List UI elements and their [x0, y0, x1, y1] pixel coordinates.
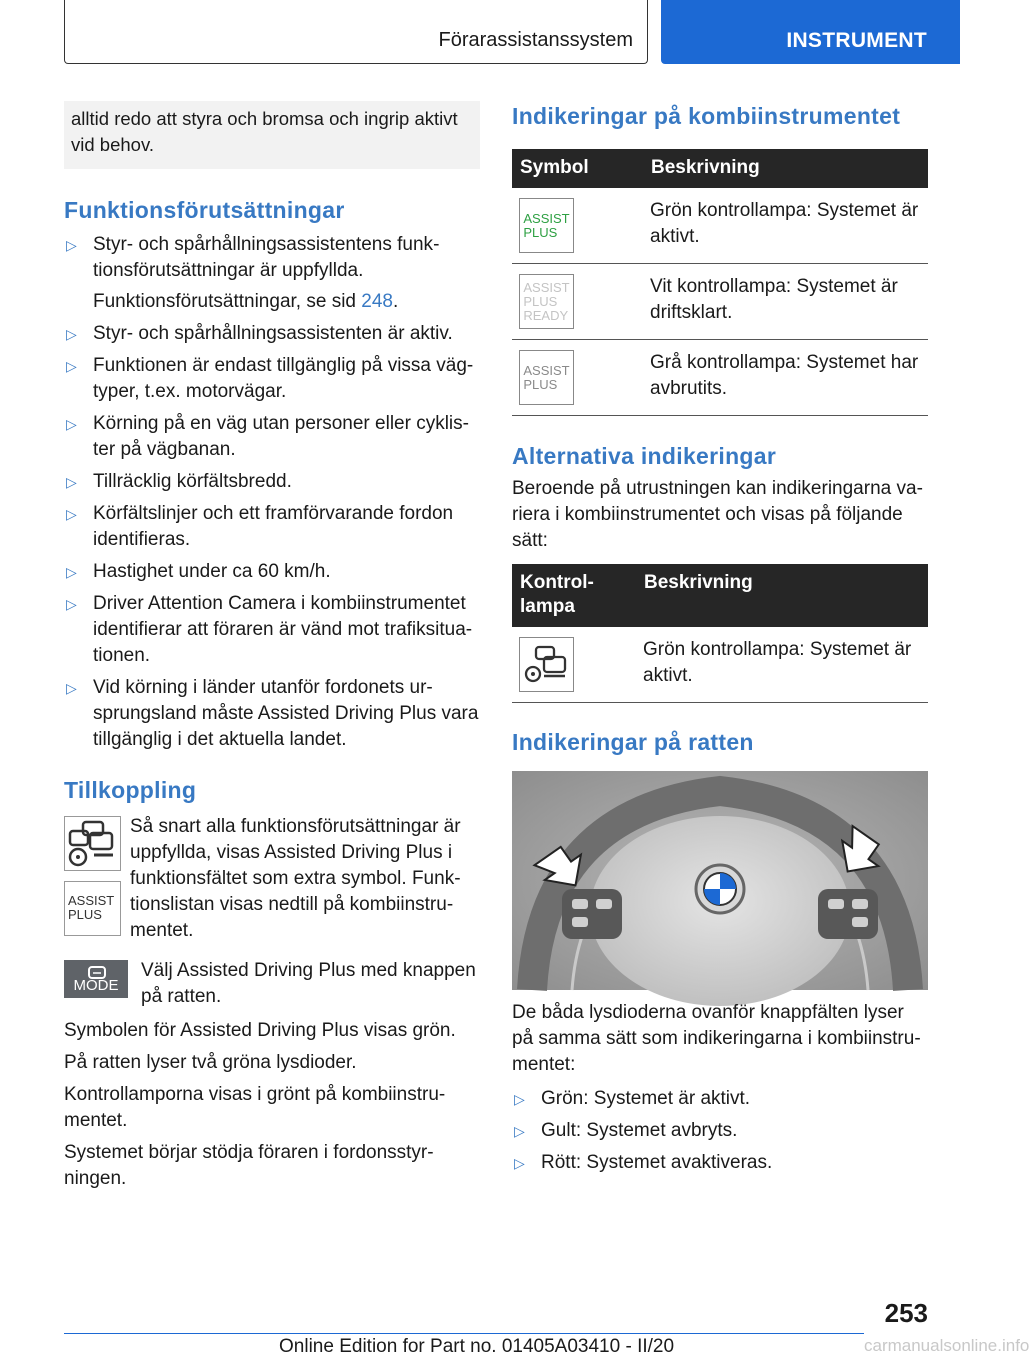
assist-plus-grey-icon [519, 350, 574, 405]
page-link[interactable]: 248 [361, 291, 393, 312]
sym-line: PLUS [523, 376, 558, 392]
list-item-text: Grön: Systemet är aktivt. [541, 1088, 751, 1109]
symbol-cell [512, 188, 643, 264]
list-item-text: Styr- och spårhållningsassistenten är aktiv. [93, 323, 453, 344]
col-lamp-header: Kontrollampa [512, 564, 636, 627]
assist-plus-label-1: ASSIST [68, 893, 115, 908]
triangle-bullet-icon: ▷ [514, 1123, 525, 1139]
cluster-table [512, 149, 928, 416]
list-item [64, 591, 480, 669]
activation-block [64, 814, 480, 946]
running-header-section [661, 0, 960, 64]
paragraph: Kontrollamporna visas i grönt på kombiinstrumentet. [64, 1084, 446, 1131]
list-item-text: Funktionen är endast tillgänglig på vissa vägtyper, t.ex. motorvägar. [93, 355, 474, 402]
table-row [512, 340, 928, 416]
table-row [512, 188, 928, 264]
page-number: 253 [884, 1298, 928, 1328]
sym-line: PLUS [523, 293, 558, 309]
symbol-cell [512, 264, 643, 340]
list-item-text: Gult: Systemet avbryts. [541, 1120, 738, 1141]
desc-cell: Vit kontrollampa: Systemet är driftsklart. [643, 264, 928, 340]
triangle-bullet-icon: ▷ [66, 506, 77, 522]
assist-plus-ready-icon [519, 274, 574, 329]
triangle-bullet-icon: ▷ [66, 564, 77, 580]
traffic-jam-green-icon [519, 637, 574, 692]
list-item-text: Vid körning i länder utanför fordonets ursprungsland måste Assisted Driving Plus vara tillgänglig i det aktuella landet. [93, 677, 479, 750]
list-item [64, 501, 480, 553]
sym-line: READY [523, 307, 569, 323]
list-item [64, 559, 480, 585]
desc-cell: Grön kontrollampa: Systemet är aktivt. [643, 188, 928, 264]
col-desc-header: Beskrivning [643, 149, 928, 188]
desc-cell: Grå kontrollampa: Systemet har avbrutits. [643, 340, 928, 416]
right-column [512, 101, 928, 1182]
list-item [512, 1150, 928, 1176]
table-header-row [512, 149, 928, 188]
triangle-bullet-icon: ▷ [66, 358, 77, 374]
table-row [512, 264, 928, 340]
list-item [512, 1118, 928, 1144]
left-column [64, 101, 480, 1192]
triangle-bullet-icon: ▷ [514, 1091, 525, 1107]
edition-text: Online Edition for Part no. 01405A03410 - II/20 [279, 1336, 675, 1357]
steering-wheel-photo [512, 771, 928, 990]
list-item-text: Hastighet under ca 60 km/h. [93, 561, 331, 582]
triangle-bullet-icon: ▷ [66, 474, 77, 490]
note-box [64, 101, 480, 169]
alt-table [512, 564, 928, 703]
list-item-text: Rött: Systemet avaktiveras. [541, 1152, 773, 1173]
table-header-row [512, 564, 928, 627]
desc-cell: Grön kontrollampa: Systemet är aktivt. [636, 627, 928, 703]
triangle-bullet-icon: ▷ [66, 680, 77, 696]
symbol-cell [512, 627, 636, 703]
prereq-list-cont [64, 321, 480, 753]
list-item [64, 469, 480, 495]
assist-plus-icon [64, 881, 121, 936]
list-item-text: Körfältslinjer och ett framförvarande fordon identifieras. [93, 503, 454, 550]
mode-block [64, 958, 480, 1012]
activation-heading: Tillkoppling [64, 777, 197, 803]
sym-line: ASSIST [523, 362, 570, 378]
triangle-bullet-icon: ▷ [66, 596, 77, 612]
list-item [512, 1086, 928, 1112]
wheel-heading: Indikeringar på ratten [512, 729, 754, 755]
cluster-heading: Indikeringar på kombiinstrumentet [512, 103, 901, 129]
wheel-text: De båda lysdioderna ovanför knappfälten lyser på samma sätt som indikeringarna i kombiinstrumentet: [512, 1002, 921, 1075]
prereq-sub-paragraph [64, 289, 480, 315]
table-row [512, 627, 928, 703]
triangle-bullet-icon: ▷ [66, 237, 77, 253]
running-header-chapter [64, 0, 648, 64]
triangle-bullet-icon: ▷ [514, 1155, 525, 1171]
note-text: alltid redo att styra och bromsa och ingrip aktivt vid behov. [71, 108, 458, 155]
symbol-cell [512, 340, 643, 416]
prereq-heading: Funktionsförutsättningar [64, 197, 345, 223]
list-item [64, 321, 480, 347]
list-item-text: Körning på en väg utan personer eller cyklister på vägbanan. [93, 413, 469, 460]
list-item [64, 675, 480, 753]
list-item [64, 411, 480, 463]
list-item [64, 232, 480, 284]
prereq-sub-prefix: Funktionsförutsättningar, se sid [93, 291, 362, 312]
list-item [64, 353, 480, 405]
assist-plus-green-icon [519, 198, 574, 253]
wheel-list [512, 1086, 928, 1176]
sym-line: PLUS [523, 224, 558, 240]
paragraph: Symbolen för Assisted Driving Plus visas grön. [64, 1020, 456, 1041]
sym-line: ASSIST [523, 279, 570, 295]
alt-text: Beroende på utrustningen kan indikeringarna variera i kombiinstrumentet och visas på följande sätt: [512, 478, 923, 551]
paragraph: På ratten lyser två gröna lysdioder. [64, 1052, 357, 1073]
section-title: INSTRUMENT [786, 29, 927, 52]
col-symbol-header: Symbol [512, 149, 643, 188]
sym-line: ASSIST [523, 210, 570, 226]
list-item-text: Styr- och spårhållningsassistentens funktionsförutsättningar är uppfyllda. [93, 234, 440, 281]
triangle-bullet-icon: ▷ [66, 416, 77, 432]
prereq-sub-suffix: . [392, 291, 399, 312]
footer-rule [64, 1333, 864, 1334]
mode-button-icon [64, 960, 128, 998]
mode-button-label: MODE [73, 977, 119, 994]
activation-text: Så snart alla funktionsförutsättningar är uppfyllda, visas Assisted Driving Plus i funktionsfältet som extra symbol. Funktionslistan visas nedtill på kombiinstrumentet. [130, 816, 461, 941]
assist-plus-label-2: PLUS [68, 907, 102, 922]
watermark: carmanualsonline.info [864, 1336, 1029, 1355]
alt-heading: Alternativa indikeringar [512, 443, 777, 469]
col-desc-header: Beskrivning [636, 564, 928, 627]
list-item-text: Driver Attention Camera i kombiinstrumentet identifierar att föraren är vänd mot trafiksituationen. [93, 593, 473, 666]
paragraph: Systemet börjar stödja föraren i fordonsstyrningen. [64, 1142, 434, 1189]
prereq-list [64, 232, 480, 284]
chapter-title: Förarassistanssystem [438, 29, 633, 51]
list-item-text: Tillräcklig körfältsbredd. [93, 471, 292, 492]
triangle-bullet-icon: ▷ [66, 326, 77, 342]
traffic-jam-icon [64, 816, 121, 871]
mode-text: Välj Assisted Driving Plus med knappen på ratten. [141, 960, 476, 1007]
